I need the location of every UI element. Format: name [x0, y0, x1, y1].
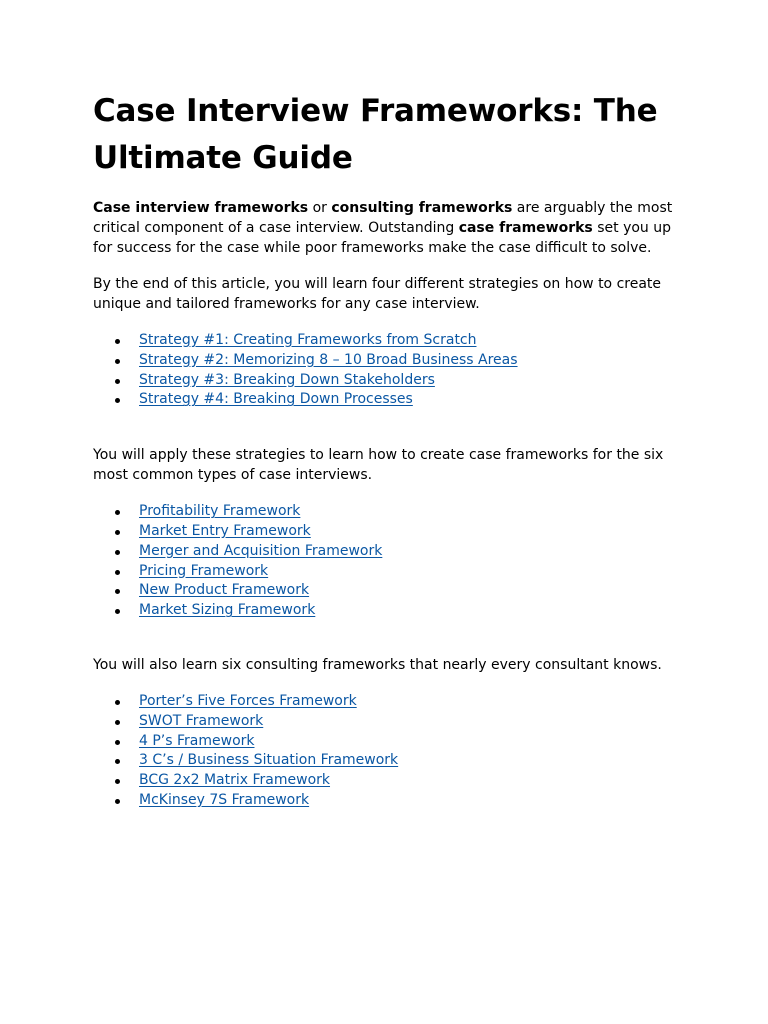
bullet-icon — [115, 510, 120, 515]
bullet-icon — [115, 799, 120, 804]
consulting-framework-link[interactable]: 4 P’s Framework — [139, 732, 255, 749]
bullet-icon — [115, 779, 120, 784]
list-item — [93, 542, 683, 562]
list-item — [93, 732, 683, 752]
list-item — [93, 692, 683, 712]
list-item — [93, 502, 683, 522]
list-item — [93, 751, 683, 771]
bullet-icon — [115, 379, 120, 384]
consulting-framework-link[interactable]: SWOT Framework — [139, 712, 264, 729]
bullet-icon — [115, 570, 120, 575]
strategies-intro-paragraph: By the end of this article, you will learn four different strategies on how to create unique and tailored frameworks for any case interview. — [93, 276, 662, 312]
consulting-framework-link[interactable]: McKinsey 7S Framework — [139, 791, 310, 808]
case-types-intro-paragraph: You will apply these strategies to learn how to create case frameworks for the six most common types of case interviews. — [93, 447, 664, 484]
case-type-link[interactable]: Merger and Acquisition Framework — [139, 542, 383, 559]
intro-text: are arguably the most critical component of a case interview. Outstanding — [93, 200, 673, 236]
list-item — [93, 351, 683, 371]
intro-text: set you up for success for the case while poor frameworks make the case difficult to solve. — [93, 220, 671, 256]
case-type-link[interactable]: Market Entry Framework — [139, 522, 311, 539]
strategy-link[interactable]: Strategy #2: Memorizing 8 – 10 Broad Business Areas — [139, 351, 518, 368]
consulting-frameworks-intro-paragraph: You will also learn six consulting frameworks that nearly every consultant knows. — [93, 656, 662, 673]
case-types-list — [93, 502, 683, 621]
bullet-icon — [115, 530, 120, 535]
list-item — [93, 562, 683, 582]
list-item — [93, 771, 683, 791]
strategy-link[interactable]: Strategy #3: Breaking Down Stakeholders — [139, 371, 435, 388]
strategies-list — [93, 331, 683, 410]
consulting-framework-link[interactable]: BCG 2x2 Matrix Framework — [139, 772, 331, 789]
bullet-icon — [115, 720, 120, 725]
document-page — [93, 88, 683, 811]
consulting-frameworks-list — [93, 692, 683, 811]
intro-paragraph — [93, 198, 683, 258]
bold-term: case frameworks — [458, 220, 593, 236]
page-title: Case Interview Frameworks: The Ultimate Guide — [93, 93, 658, 176]
case-type-link[interactable]: Profitability Framework — [139, 503, 301, 520]
list-item — [93, 581, 683, 601]
strategy-link[interactable]: Strategy #1: Creating Frameworks from Scratch — [139, 332, 477, 348]
bold-term: Case interview frameworks — [93, 200, 309, 216]
bullet-icon — [115, 759, 120, 764]
bullet-icon — [115, 589, 120, 594]
list-item — [93, 601, 683, 621]
bold-term: consulting frameworks — [331, 200, 513, 216]
list-item — [93, 390, 683, 410]
bullet-icon — [115, 339, 120, 344]
list-item — [93, 791, 683, 811]
consulting-framework-link[interactable]: Porter’s Five Forces Framework — [139, 692, 357, 709]
bullet-icon — [115, 359, 120, 364]
intro-text: or — [308, 200, 332, 216]
case-type-link[interactable]: Market Sizing Framework — [139, 602, 316, 619]
case-type-link[interactable]: New Product Framework — [139, 582, 310, 599]
strategy-link[interactable]: Strategy #4: Breaking Down Processes — [139, 391, 413, 408]
case-type-link[interactable]: Pricing Framework — [139, 562, 269, 579]
bullet-icon — [115, 609, 120, 614]
bullet-icon — [115, 550, 120, 555]
bullet-icon — [115, 740, 120, 745]
list-item — [93, 712, 683, 732]
bullet-icon — [115, 398, 120, 403]
list-item — [93, 371, 683, 391]
bullet-icon — [115, 700, 120, 705]
list-item — [93, 331, 683, 351]
consulting-framework-link[interactable]: 3 C’s / Business Situation Framework — [139, 752, 399, 769]
list-item — [93, 522, 683, 542]
